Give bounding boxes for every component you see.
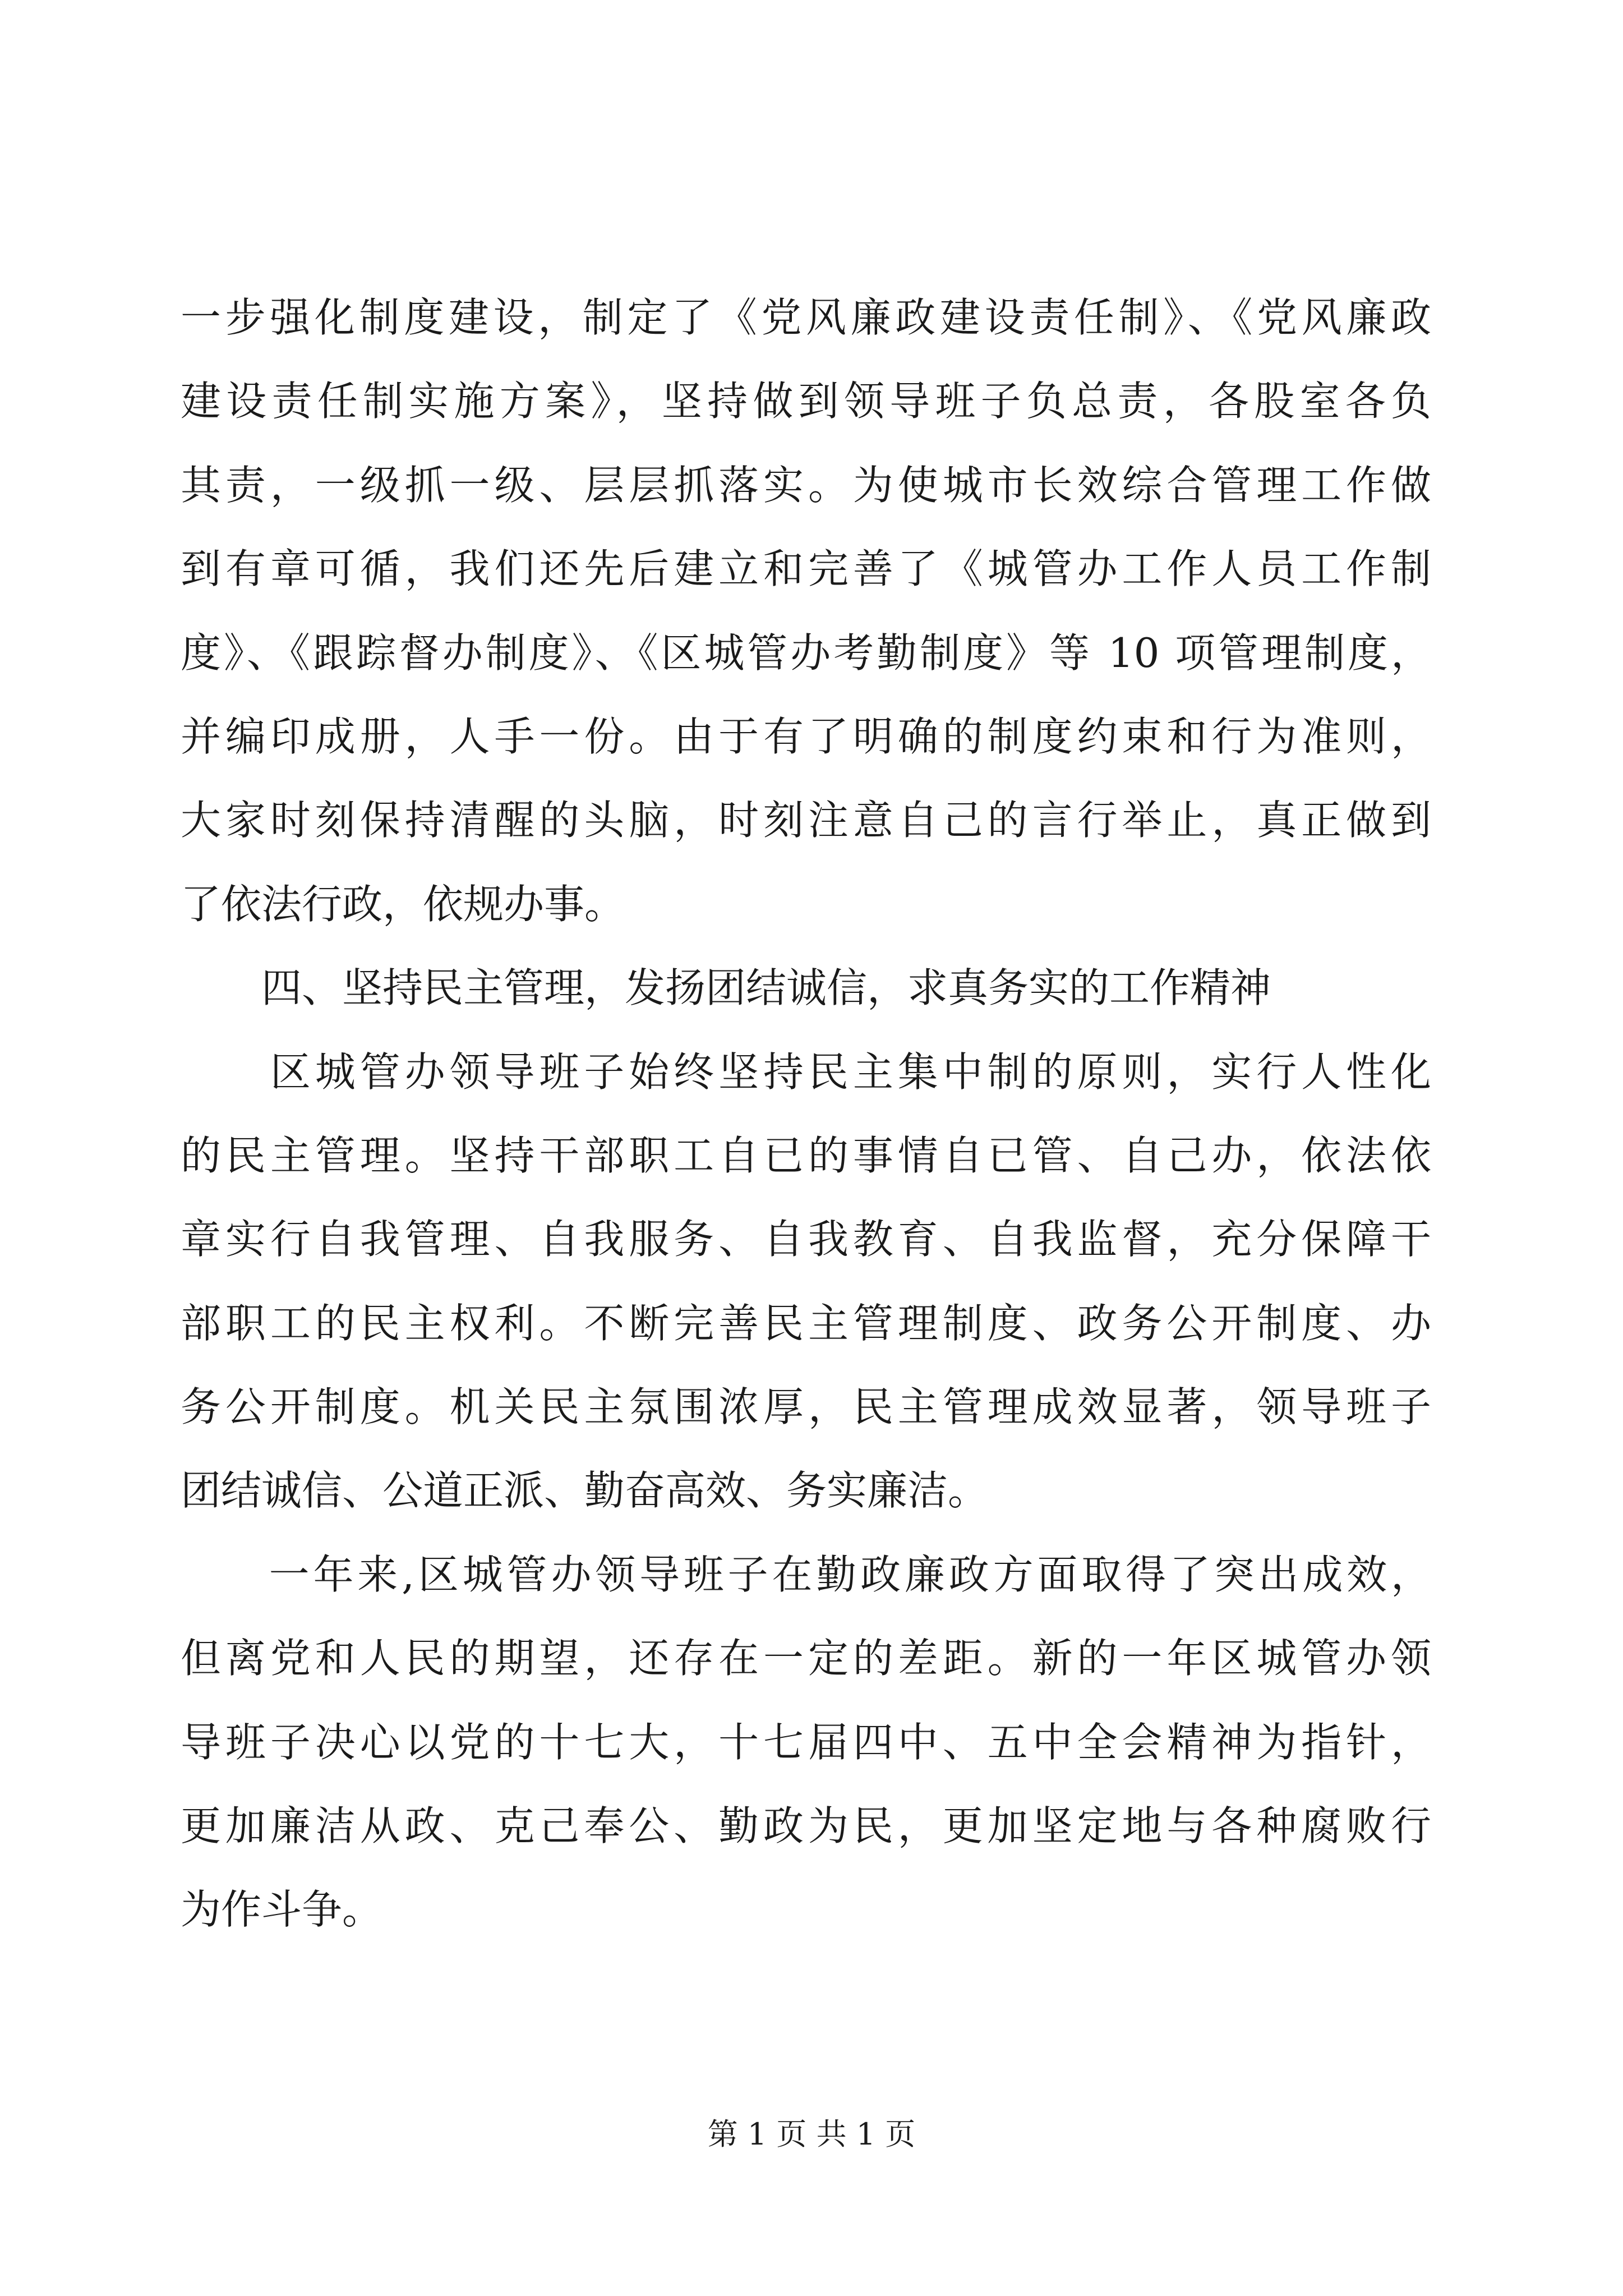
body-text bbox=[181, 276, 1431, 1952]
text-line: 度》、《跟踪督办制度》、《区城管办考勤制度》等 10 项管理制度， bbox=[181, 629, 1431, 677]
text-line: 建设责任制实施方案》，坚持做到领导班子负总责，各股室各负 bbox=[181, 378, 1431, 425]
text-line: 到有章可循，我们还先后建立和完善了《城管办工作人员工作制 bbox=[181, 545, 1431, 593]
text-line: 导班子决心以党的十七大，十七届四中、五中全会精神为指针， bbox=[181, 1718, 1431, 1766]
text-line: 其责，一级抓一级、层层抓落实。为使城市长效综合管理工作做 bbox=[181, 461, 1431, 509]
text-line: 但离党和人民的期望，还存在一定的差距。新的一年区城管办领 bbox=[181, 1635, 1431, 1682]
text-line: 区城管办领导班子始终坚持民主集中制的原则，实行人性化 bbox=[181, 1048, 1431, 1096]
text-line: 了依法行政，依规办事。 bbox=[181, 880, 625, 928]
text-line: 并编印成册，人手一份。由于有了明确的制度约束和行为准则， bbox=[181, 712, 1431, 760]
text-line: 的民主管理。坚持干部职工自已的事情自已管、自己办，依法依 bbox=[181, 1131, 1431, 1179]
text-line: 更加廉洁从政、克己奉公、勤政为民，更加坚定地与各种腐败行 bbox=[181, 1802, 1431, 1850]
text-line: 务公开制度。机关民主氛围浓厚，民主管理成效显著，领导班子 bbox=[181, 1383, 1431, 1431]
text-line: 一年来,区城管办领导班子在勤政廉政方面取得了突出成效， bbox=[181, 1550, 1431, 1598]
text-line: 为作斗争。 bbox=[181, 1886, 383, 1934]
text-line: 一步强化制度建设，制定了《党风廉政建设责任制》、《党风廉政 bbox=[181, 294, 1431, 341]
section-heading: 四、坚持民主管理，发扬团结诚信，求真务实的工作精神 bbox=[181, 964, 1271, 1012]
text-line: 团结诚信、公道正派、勤奋高效、务实廉洁。 bbox=[181, 1467, 989, 1515]
page-footer: 第 1 页 共 1 页 bbox=[707, 2116, 916, 2152]
text-line: 大家时刻保持清醒的头脑，时刻注意自己的言行举止，真正做到 bbox=[181, 797, 1431, 844]
text-line: 部职工的民主权利。不断完善民主管理制度、政务公开制度、办 bbox=[181, 1299, 1431, 1347]
text-line: 章实行自我管理、自我服务、自我教育、自我监督，充分保障干 bbox=[181, 1216, 1431, 1263]
